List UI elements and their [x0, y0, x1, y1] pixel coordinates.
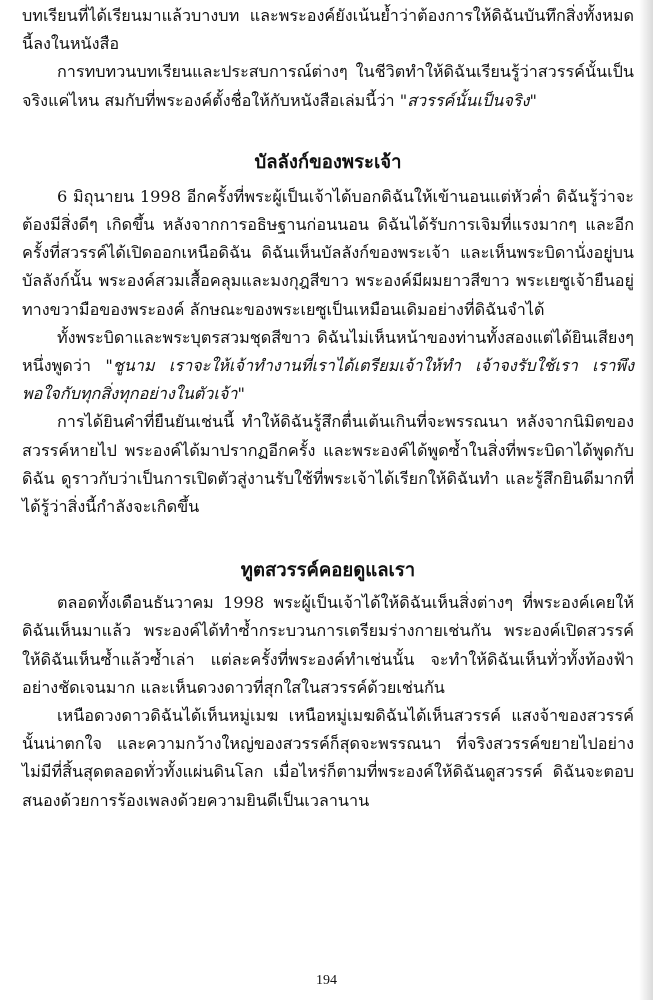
spacer	[22, 115, 634, 149]
intro-paragraph-2	[22, 58, 634, 114]
page-number: 194	[316, 973, 337, 988]
section-heading-throne: บัลลังก์ของพระเจ้า	[254, 151, 402, 173]
angels-paragraph-2: เหนือดวงดาวดิฉันได้เห็นหมู่เมฆ เหนือหมู่เมฆดิฉันได้เห็นสวรรค์ แสงจ้าของสวรรค์นั้นน่าตกใจ และความกว้างใหญ่ของสวรรค์ก็สุดจะพรรณนา ที่จริงสวรรค์ขยายไปอย่างไม่มีที่สิ้นสุดตลอดทั่วทั้งแผ่นดินโลก เมื่อไหร่ก็ตามที่พระองค์ให้ดิฉันดูสวรรค์ ดิฉันจะตอบสนองด้วยการร้องเพลงด้วยความยินดีเป็นเวลานาน	[22, 706, 634, 810]
spacer	[22, 521, 634, 557]
intro-paragraph-2-text: การทบทวนบทเรียนและประสบการณ์ต่างๆ ในชีวิตทำให้ดิฉันเรียนรู้ว่าสวรรค์นั้นเป็นจริงแค่ไหน สมกับที่พระองค์ตั้งชื่อให้กับหนังสือเล่มนี้ว่า	[22, 62, 634, 110]
throne-paragraph-2-text: ทั้งพระบิดาและพระบุตรสวมชุดสีขาว ดิฉันไม่เห็นหน้าของท่านทั้งสองแต่ได้ยินเสียงๆ หนึ่งพูดว่า	[22, 327, 634, 376]
angels-paragraph-1: ตลอดทั้งเดือนธันวาคม 1998 พระผู้เป็นเจ้าได้ให้ดิฉันเห็นสิ่งต่างๆ ที่พระองค์เคยให้ดิฉันเห็นมาแล้ว พระองค์ได้ทำซ้ำกระบวนการเตรียมร่างกายเช่นกัน พระองค์เปิดสวรรค์ให้ดิฉันเห็นซ้ำแล้วซ้ำเล่า แต่ละครั้งที่พระองค์ทำเช่นนั้น จะทำให้ดิฉันเห็นทั่วทั้งท้องฟ้าอย่างชัดเจนมาก และเห็นดวงดาวที่สุกใสในสวรรค์ด้วยเช่นกัน	[22, 593, 634, 697]
book-title-quote: "สวรรค์นั้นเป็นจริง"	[399, 90, 537, 110]
intro-paragraph-1: บทเรียนที่ได้เรียนมาแล้วบางบท และพระองค์ยังเน้นย้ำว่าต้องการให้ดิฉันบันทึกสิ่งทั้งหมดนี้ลงในหนังสือ	[22, 6, 634, 54]
section-heading-angels: ทูตสวรรค์คอยดูแลเรา	[240, 560, 416, 582]
throne-paragraph-1: 6 มิถุนายน 1998 อีกครั้งที่พระผู้เป็นเจ้าได้บอกดิฉันให้เข้านอนแต่หัวค่ำ ดิฉันรู้ว่าจะต้องมีสิ่งดีๆ เกิดขึ้น หลังจากการอธิษฐานก่อนนอน ดิฉันได้รับการเจิมที่แรงมากๆ และอีกครั้งที่สวรรค์ได้เปิดออกเหนือดิฉัน ดิฉันเห็นบัลลังก์ของพระเจ้า และเห็นพระบิดานั่งอยู่บนบัลลังก์นั้น พระองค์สวมเสื้อคลุมและมงกุฎสีขาว พระองค์มีผมยาวสีขาว พระเยซูเจ้ายืนอยู่ทางขวามือของพระองค์ ลักษณะของพระเยซูเป็นเหมือนเดิมอย่างที่ดิฉันจำได้	[22, 186, 634, 319]
throne-paragraph-2	[22, 324, 634, 409]
page-edge-shadow	[639, 0, 653, 1000]
page-content	[22, 2, 634, 815]
voice-quote: "ชูนาม เราจะให้เจ้าทำงานที่เราได้เตรียมเจ้าให้ทำ เจ้าจงรับใช้เรา เราพึงพอใจกับทุกสิ่งทุกอย่างในตัวเจ้า"	[22, 356, 634, 404]
throne-paragraph-3: การได้ยินคำที่ยืนยันเช่นนี้ ทำให้ดิฉันรู้สึกตื่นเต้นเกินที่จะพรรณนา หลังจากนิมิตของสวรรค์หายไป พระองค์ได้มาปรากฏอีกครั้ง และพระองค์ได้พูดซ้ำในสิ่งที่พระบิดาได้พูดกับดิฉัน ดูราวกับว่าเป็นการเปิดตัวสู่งานรับใช้ที่พระเจ้าได้เรียกให้ดิฉันทำ และรู้สึกยินดีมากที่ได้รู้ว่าสิ่งนี้กำลังจะเกิดขึ้น	[22, 412, 634, 517]
